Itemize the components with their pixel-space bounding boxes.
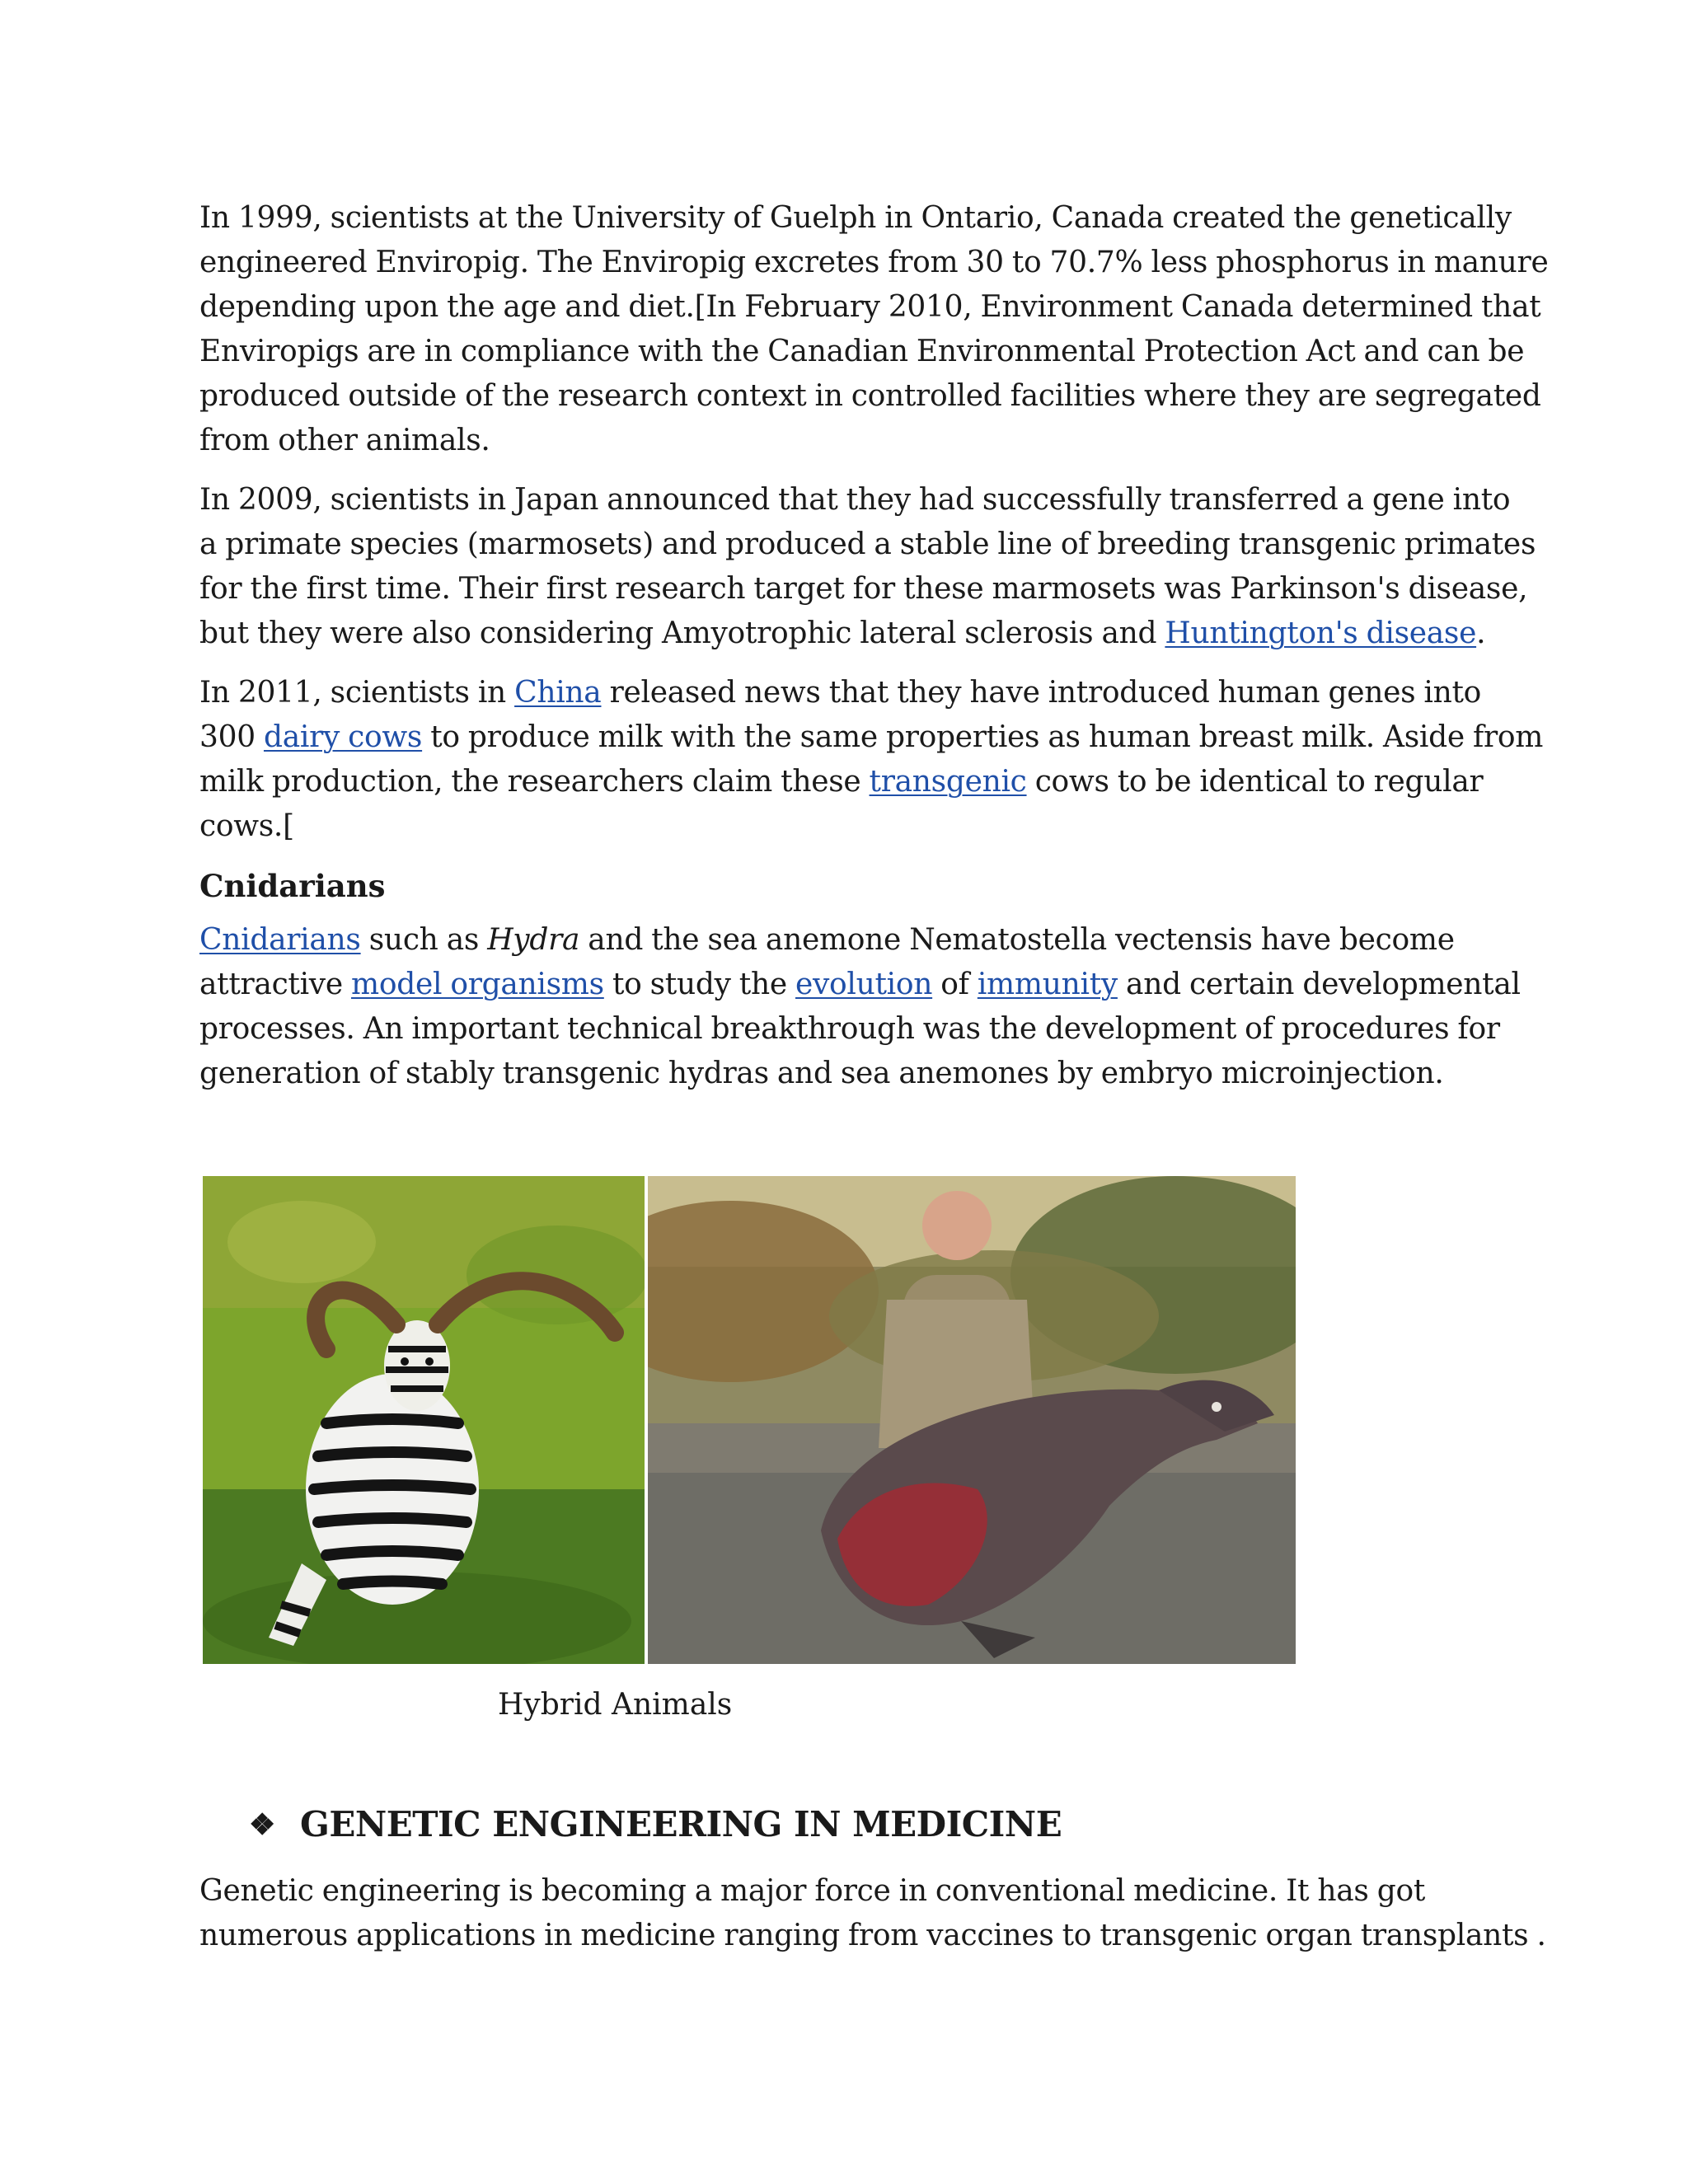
text-segment: and certain developmental — [1117, 968, 1521, 1001]
text-line — [199, 715, 1544, 760]
text-line: processes. An important technical breakthrough was the development of procedures for — [199, 1012, 1500, 1046]
paragraph-dairy-cows — [199, 671, 1544, 849]
italic-hydra: Hydra — [487, 923, 580, 957]
text-segment: 300 — [199, 720, 264, 754]
giant-salmon-image — [648, 1176, 1296, 1664]
text-line — [199, 963, 1521, 1007]
link-immunity[interactable]: immunity — [977, 968, 1118, 1001]
text-segment: milk production, the researchers claim these — [199, 765, 870, 799]
text-line — [199, 671, 1502, 715]
text-segment: attractive — [199, 968, 351, 1001]
text-segment: . — [1476, 616, 1486, 650]
paragraph-cnidarians — [199, 918, 1521, 1096]
text-segment: and the sea anemone Nematostella vectensis have become — [579, 923, 1455, 957]
paragraph-medicine — [199, 1869, 1546, 1958]
text-line: produced outside of the research context in controlled facilities where they are segregated — [199, 379, 1541, 413]
diamond-bullet-icon: ❖ — [249, 1807, 275, 1842]
text-line: engineered Enviropig. The Enviropig excretes from 30 to 70.7% less phosphorus in manure — [199, 246, 1549, 279]
text-segment: released news that they have introduced human genes into — [601, 676, 1482, 710]
zebra-hybrid-image — [203, 1176, 645, 1664]
text-line: from other animals. — [199, 424, 490, 457]
text-line — [199, 612, 1502, 656]
paragraph-marmosets — [199, 478, 1536, 656]
text-line: a primate species (marmosets) and produced a stable line of breeding transgenic primates — [199, 527, 1536, 561]
text-line: numerous applications in medicine ranging from vaccines to transgenic organ transplants . — [199, 1919, 1546, 1952]
text-line — [199, 918, 1502, 963]
text-line — [199, 760, 1502, 804]
text-line: depending upon the age and diet.[In February 2010, Environment Canada determined that — [199, 290, 1541, 324]
text-line: In 1999, scientists at the University of Guelph in Ontario, Canada created the genetically — [199, 201, 1512, 235]
heading-cnidarians: Cnidarians — [199, 868, 386, 904]
link-cnidarians[interactable]: Cnidarians — [199, 923, 361, 957]
text-segment: cows to be identical to regular — [1026, 765, 1484, 799]
figure-caption: Hybrid Animals — [498, 1688, 733, 1722]
link-transgenic[interactable]: transgenic — [869, 765, 1027, 799]
text-segment: of — [932, 968, 978, 1001]
text-segment: In 2011, scientists in — [199, 676, 515, 710]
link-china[interactable]: China — [514, 676, 602, 710]
text-line: Genetic engineering is becoming a major force in conventional medicine. It has got — [199, 1874, 1426, 1908]
section-heading-text: GENETIC ENGINEERING IN MEDICINE — [300, 1804, 1062, 1844]
text-segment: to produce milk with the same properties as human breast milk. Aside from — [422, 720, 1544, 754]
paragraph-enviropig — [199, 196, 1549, 463]
text-line: Enviropigs are in compliance with the Canadian Environmental Protection Act and can be — [199, 335, 1525, 368]
document-body — [199, 196, 1549, 1111]
text-line: generation of stably transgenic hydras and sea anemones by embryo microinjection. — [199, 1057, 1444, 1090]
link-dairy-cows[interactable]: dairy cows — [263, 720, 423, 754]
link-huntingtons-disease[interactable]: Huntington's disease — [1165, 616, 1477, 650]
section-heading-medicine — [249, 1800, 1062, 1849]
text-line: cows.[ — [199, 809, 294, 843]
link-model-organisms[interactable]: model organisms — [351, 968, 604, 1001]
text-segment: but they were also considering Amyotrophic lateral sclerosis and — [199, 616, 1165, 650]
text-line: for the first time. Their first research target for these marmosets was Parkinson's disease, — [199, 572, 1528, 606]
text-line: In 2009, scientists in Japan announced that they had successfully transferred a gene into — [199, 483, 1511, 517]
text-segment: such as — [360, 923, 488, 957]
link-evolution[interactable]: evolution — [795, 968, 933, 1001]
medicine-section-body — [199, 1869, 1546, 1973]
text-segment: to study the — [603, 968, 795, 1001]
hybrid-animals-figure — [203, 1176, 1296, 1664]
